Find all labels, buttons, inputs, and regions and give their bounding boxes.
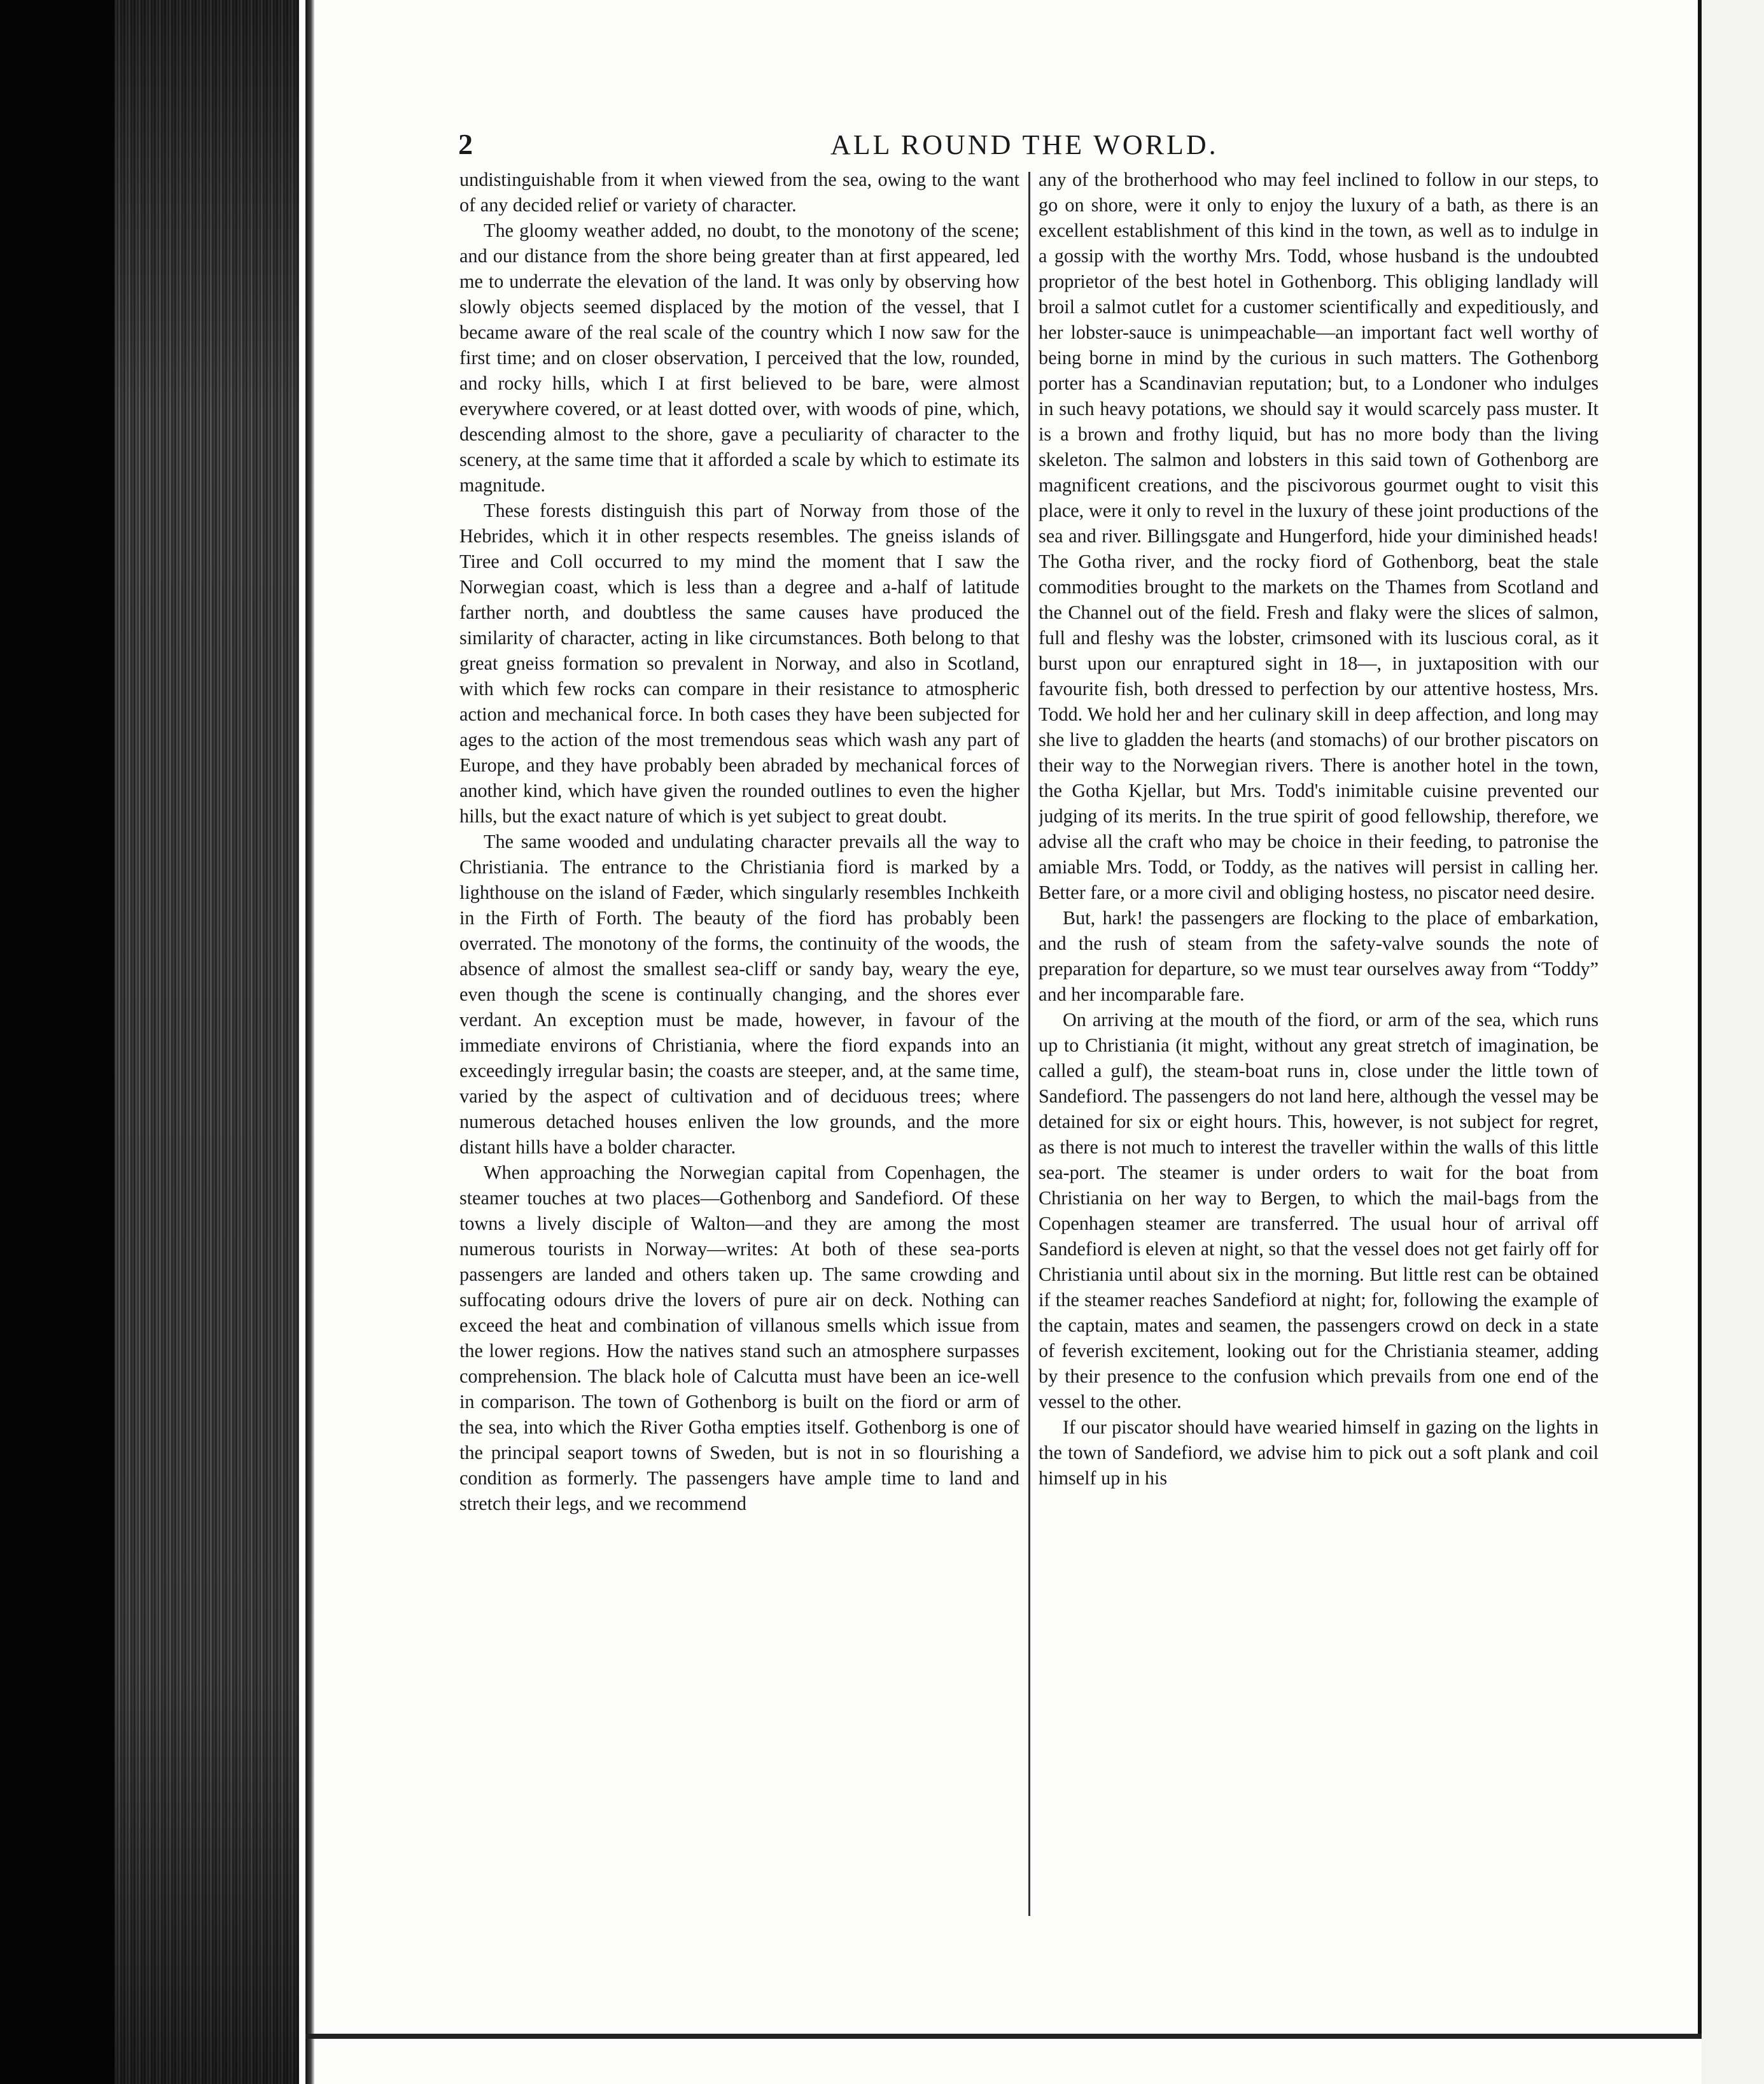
left-text-column (459, 167, 1019, 1924)
paragraph: But, hark! the passengers are flocking to the place of embarkation, and the rush of steam from the safety-valve sounds the note of preparation for departure, so we must tear ourselves away from “Toddy” and her incomparable fare. (1039, 907, 1599, 1005)
paragraph: When approaching the Norwegian capital from Copenhagen, the steamer touches at two places—Gothenborg and Sandefiord. Of these towns a lively disciple of Walton—and they are among the most numerous tourists in Norway—writes: At both of these sea-ports passengers are landed and others taken up. The same crowding and suffocating odours drive the lovers of pure air on deck. Nothing can exceed the heat and combination of villanous smells which issue from the lower regions. How the natives stand such an atmosphere surpasses comprehension. The black hole of Calcutta must have been an ice-well in comparison. The town of Gothenborg is built on the fiord or arm of the sea, into which the River Gotha empties itself. Gothenborg is one of the principal seaport towns of Sweden, but is not in so flourishing a condition as formerly. The passengers have ample time to land and stretch their legs, and we recommend (459, 1162, 1019, 1514)
facing-page-edge (1702, 0, 1764, 2084)
paragraph: These forests distinguish this part of Norway from those of the Hebrides, which it in other respects resembles. The gneiss islands of Tiree and Coll occurred to my mind the moment that I saw the Norwegian coast, which is less than a degree and a-half of latitude farther north, and doubtless the same causes have produced the similarity of character, acting in like circumstances. Both belong to that great gneiss formation so prevalent in Norway, and also in Scotland, with which few rocks can compare in their resistance to atmospheric action and mechanical force. In both cases they have been subjected for ages to the action of the most tremendous seas which wash any part of Europe, and they have probably been abraded by mechanical forces of another kind, which have given the rounded outlines to even the higher hills, but the exact nature of which is yet subject to great doubt. (459, 500, 1019, 827)
page-left-edge (305, 0, 314, 2084)
right-text-column (1039, 167, 1599, 1924)
paragraph: The gloomy weather added, no doubt, to the monotony of the scene; and our distance from the shore being greater than at first appeared, led me to underrate the elevation of the land. It was only by observing how slowly objects seemed displaced by the motion of the vessel, that I became aware of the real scale of the country which I now saw for the first time; and on closer observation, I perceived that the low, rounded, and rocky hills, which I at first believed to be bare, were almost everywhere covered, or at least dotted over, with woods of pine, which, descending almost to the shore, gave a peculiarity of character to the scenery, at the same time that it afforded a scale by which to estimate its magnitude. (459, 220, 1019, 496)
page-bottom-edge (305, 2034, 1705, 2039)
paragraph: The same wooded and undulating character prevails all the way to Christiania. The entrance to the Christiania fiord is marked by a lighthouse on the island of Fæder, which singularly resembles Inchkeith in the Firth of Forth. The beauty of the fiord has probably been overrated. The monotony of the forms, the continuity of the woods, the absence of almost the smallest sea-cliff or sandy bay, weary the eye, even though the scene is continually changing, and the shores ever verdant. An exception must be made, however, in favour of the immediate environs of Christiania, where the fiord expands into an exceedingly irregular basin; the coasts are steeper, and, at the same time, varied by the aspect of cultivation and of deciduous trees; where numerous detached houses enliven the low grounds, and the more distant hills have a bolder character. (459, 831, 1019, 1158)
running-head: ALL ROUND THE WORLD. (830, 129, 1219, 160)
paragraph: On arriving at the mouth of the fiord, or arm of the sea, which runs up to Christiania (it might, without any great stretch of imagination, be called a gulf), the steam-boat runs in, close under the little town of Sandefiord. The passengers do not land here, although the vessel may be detained for six or eight hours. This, however, is not subject for regret, as there is not much to interest the traveller within the walls of this little sea-port. The steamer is under orders to wait for the boat from Christiania on her way to Bergen, to which the mail-bags from the Copenhagen steamer are transferred. The usual hour of arrival off Sandefiord is eleven at night, so that the vessel does not get fairly off for Christiania until about six in the morning. But little rest can be obtained if the steamer reaches Sandefiord at night; for, following the example of the captain, mates and seamen, the passengers crowd on deck in a state of feverish excitement, looking out for the Christiania steamer, adding by their presence to the confusion which prevails from one end of the vessel to the other. (1039, 1009, 1599, 1412)
paragraph: undistinguishable from it when viewed from the sea, owing to the want of any decided relief or variety of character. (459, 169, 1019, 216)
book-fore-edge (115, 0, 305, 2084)
column-divider (1028, 172, 1030, 1916)
paragraph: any of the brotherhood who may feel inclined to follow in our steps, to go on shore, were it only to enjoy the luxury of a bath, as there is an excellent establishment of this kind in the town, as well as to indulge in a gossip with the worthy Mrs. Todd, whose husband is the undoubted proprietor of the best hotel in Gothenborg. This obliging landlady will broil a salmot cutlet for a customer scientifically and expeditiously, and her lobster-sauce is unimpeachable—an important fact well worthy of being borne in mind by the curious in such matters. The Gothenborg porter has a Scandinavian reputation; but, to a Londoner who indulges in such heavy potations, we should say it would scarcely pass muster. It is a brown and frothy liquid, but has no more body than the living skeleton. The salmon and lobsters in this said town of Gothenborg are magnificent creations, and the piscivorous gourmet ought to visit this place, were it only to revel in the luxury of these joint productions of the sea and river. Billingsgate and Hungerford, hide your diminished heads! The Gotha river, and the rocky fiord of Gothenborg, beat the stale commodities brought to the markets on the Thames from Scotland and the Channel out of the field. Fresh and flaky were the slices of salmon, full and fleshy was the lobster, crimsoned with its luscious coral, as it burst upon our enraptured sight in 18—, in juxtaposition with our favourite fish, both dressed to perfection by our attentive hostess, Mrs. Todd. We hold her and her culinary skill in deep affection, and long may she live to gladden the hearts (and stomachs) of our brother piscators on their way to the Norwegian rivers. There is another hotel in the town, the Gotha Kjellar, but Mrs. Todd's inimitable cuisine prevented our judging of its merits. In the true spirit of good fellowship, therefore, we advise all the craft who may be choice in their feeding, to patronise the amiable Mrs. Todd, or Toddy, as the natives will persist in calling her. Better fare, or a more civil and obliging hostess, no piscator need desire. (1039, 169, 1599, 903)
page-number: 2 (458, 128, 473, 160)
paragraph: If our piscator should have wearied himself in gazing on the lights in the town of Sandefiord, we advise him to pick out a soft plank and coil himself up in his (1039, 1416, 1599, 1489)
